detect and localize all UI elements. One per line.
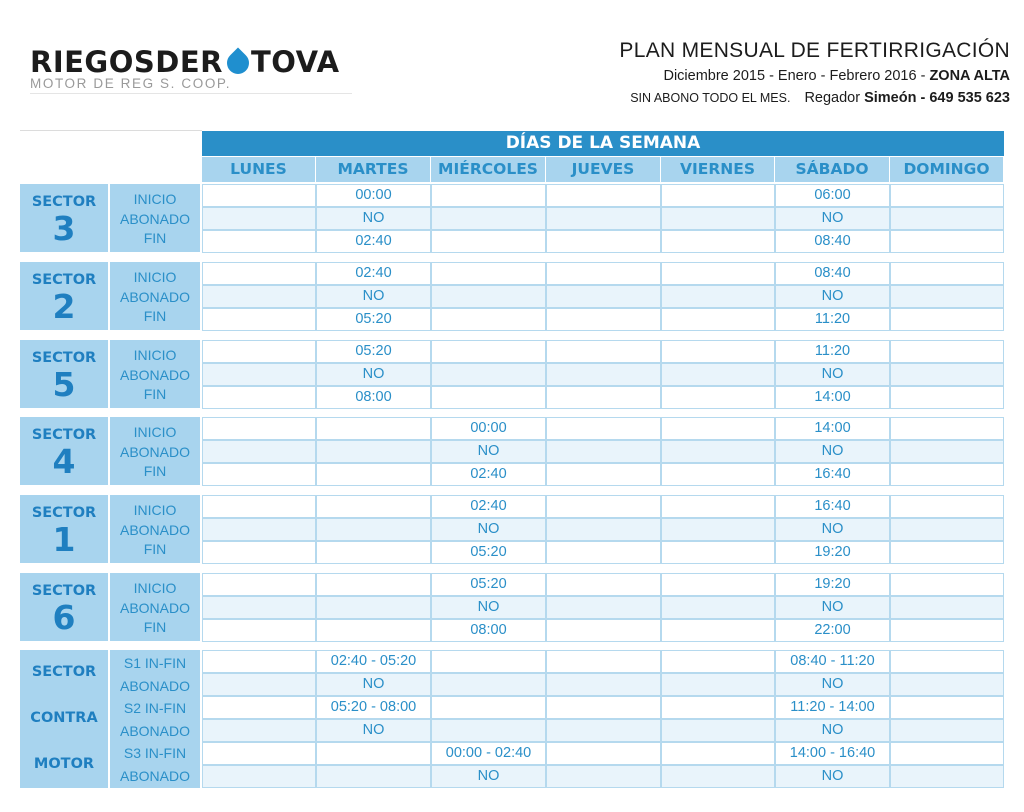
document-header bbox=[619, 38, 1010, 108]
contra-cell bbox=[546, 696, 661, 719]
schedule-cell bbox=[890, 230, 1004, 253]
schedule-cell: 19:20 bbox=[775, 541, 890, 564]
contra-cell bbox=[546, 765, 661, 788]
contra-cell bbox=[202, 696, 316, 719]
regador-label: Regador bbox=[804, 90, 865, 106]
schedule-cell bbox=[202, 308, 316, 331]
schedule-cell bbox=[202, 573, 316, 596]
sector-word: SECTOR bbox=[31, 194, 97, 210]
contra-cell bbox=[661, 765, 775, 788]
row-label: INICIO bbox=[133, 191, 177, 207]
sector-word: SECTOR bbox=[31, 427, 97, 443]
row-label: FIN bbox=[143, 386, 167, 402]
sector-block bbox=[20, 417, 108, 485]
contra-cell: NO bbox=[316, 673, 431, 696]
schedule-cell bbox=[202, 363, 316, 386]
table-top-rule bbox=[20, 130, 202, 131]
date-range bbox=[619, 66, 1010, 86]
row-label: FIN bbox=[143, 230, 167, 246]
row-label: ABONADO bbox=[119, 366, 190, 383]
row-label: FIN bbox=[143, 619, 167, 635]
logo-underline bbox=[30, 93, 352, 94]
schedule-cell: 14:00 bbox=[775, 386, 890, 409]
schedule-cell: 00:00 bbox=[431, 417, 546, 440]
schedule-cell: 08:40 bbox=[775, 230, 890, 253]
schedule-cell: 16:40 bbox=[775, 463, 890, 486]
contra-cell bbox=[661, 673, 775, 696]
schedule-cell bbox=[546, 440, 661, 463]
contra-cell bbox=[202, 650, 316, 673]
document-title: PLAN MENSUAL DE FERTIRRIGACIÓN bbox=[619, 39, 1010, 62]
schedule-cell bbox=[661, 495, 775, 518]
contra-row-label: ABONADO bbox=[119, 677, 190, 694]
schedule-cell bbox=[546, 541, 661, 564]
contra-cell bbox=[890, 742, 1004, 765]
contra-word: MOTOR bbox=[33, 756, 95, 772]
schedule-cell bbox=[546, 417, 661, 440]
water-drop-icon bbox=[222, 47, 253, 78]
row-label: INICIO bbox=[133, 580, 177, 596]
schedule-cell bbox=[202, 262, 316, 285]
schedule-cell bbox=[431, 184, 546, 207]
row-label: FIN bbox=[143, 541, 167, 557]
schedule-cell: 05:20 bbox=[316, 340, 431, 363]
schedule-cell bbox=[890, 363, 1004, 386]
contra-cell bbox=[202, 765, 316, 788]
schedule-cell bbox=[546, 495, 661, 518]
row-label: FIN bbox=[143, 308, 167, 324]
schedule-cell bbox=[546, 363, 661, 386]
schedule-cell bbox=[431, 386, 546, 409]
contra-cell: 05:20 - 08:00 bbox=[316, 696, 431, 719]
schedule-cell: NO bbox=[431, 518, 546, 541]
sector-block bbox=[20, 495, 108, 563]
schedule-cell: NO bbox=[431, 596, 546, 619]
schedule-cell: 14:00 bbox=[775, 417, 890, 440]
schedule-cell: 02:40 bbox=[431, 463, 546, 486]
schedule-cell bbox=[661, 596, 775, 619]
sector-block bbox=[20, 340, 108, 408]
schedule-cell: 08:40 bbox=[775, 262, 890, 285]
schedule-cell bbox=[890, 573, 1004, 596]
schedule-cell: 19:20 bbox=[775, 573, 890, 596]
sector-word: SECTOR bbox=[31, 272, 97, 288]
schedule-cell bbox=[316, 495, 431, 518]
schedule-cell: 08:00 bbox=[316, 386, 431, 409]
row-label: INICIO bbox=[133, 347, 177, 363]
sector-number: 6 bbox=[52, 598, 76, 637]
schedule-cell bbox=[661, 463, 775, 486]
schedule-cell: NO bbox=[775, 363, 890, 386]
contra-cell bbox=[546, 742, 661, 765]
schedule-cell: 11:20 bbox=[775, 308, 890, 331]
schedule-cell bbox=[890, 308, 1004, 331]
schedule-cell bbox=[890, 285, 1004, 308]
schedule-cell bbox=[546, 573, 661, 596]
contra-cell bbox=[546, 719, 661, 742]
sector-number: 5 bbox=[52, 365, 76, 404]
schedule-cell bbox=[890, 440, 1004, 463]
schedule-cell bbox=[890, 417, 1004, 440]
schedule-cell bbox=[431, 230, 546, 253]
schedule-cell bbox=[890, 262, 1004, 285]
contra-word: SECTOR bbox=[31, 664, 97, 680]
logo-wordmark bbox=[30, 46, 340, 78]
schedule-cell bbox=[546, 285, 661, 308]
sector-number: 2 bbox=[52, 287, 76, 326]
day-header: DOMINGO bbox=[890, 157, 1003, 182]
schedule-cell bbox=[202, 417, 316, 440]
contra-cell bbox=[202, 673, 316, 696]
schedule-cell bbox=[316, 596, 431, 619]
contra-cell bbox=[546, 650, 661, 673]
row-label: ABONADO bbox=[119, 443, 190, 460]
schedule-cell bbox=[661, 308, 775, 331]
schedule-cell: 05:20 bbox=[431, 573, 546, 596]
schedule-cell: 22:00 bbox=[775, 619, 890, 642]
schedule-cell bbox=[661, 573, 775, 596]
day-header: SÁBADO bbox=[775, 157, 889, 182]
schedule-cell: NO bbox=[775, 518, 890, 541]
contra-cell: 14:00 - 16:40 bbox=[775, 742, 890, 765]
schedule-cell bbox=[546, 386, 661, 409]
contra-cell bbox=[890, 765, 1004, 788]
schedule-cell: 16:40 bbox=[775, 495, 890, 518]
fertilizer-note: SIN ABONO TODO EL MES. bbox=[630, 91, 791, 105]
schedule-cell: NO bbox=[775, 440, 890, 463]
schedule-cell: NO bbox=[431, 440, 546, 463]
schedule-cell: 05:20 bbox=[431, 541, 546, 564]
schedule-cell: 06:00 bbox=[775, 184, 890, 207]
contra-cell bbox=[890, 719, 1004, 742]
company-logo bbox=[30, 46, 340, 92]
schedule-cell bbox=[431, 207, 546, 230]
schedule-cell bbox=[890, 184, 1004, 207]
schedule-cell bbox=[890, 207, 1004, 230]
schedule-cell bbox=[316, 518, 431, 541]
row-label: ABONADO bbox=[119, 288, 190, 305]
contra-cell: 11:20 - 14:00 bbox=[775, 696, 890, 719]
sector-word: SECTOR bbox=[31, 350, 97, 366]
date-range-text: Diciembre 2015 - Enero - Febrero 2016 - bbox=[663, 68, 930, 84]
day-header: MARTES bbox=[316, 157, 430, 182]
schedule-cell bbox=[661, 417, 775, 440]
row-label: ABONADO bbox=[119, 210, 190, 227]
schedule-cell: NO bbox=[775, 285, 890, 308]
schedule-cell bbox=[316, 619, 431, 642]
schedule-cell bbox=[890, 340, 1004, 363]
schedule-cell bbox=[546, 207, 661, 230]
contra-cell bbox=[316, 765, 431, 788]
schedule-cell bbox=[202, 184, 316, 207]
schedule-cell bbox=[316, 541, 431, 564]
schedule-cell bbox=[431, 308, 546, 331]
contra-word: CONTRA bbox=[30, 710, 98, 726]
contra-cell bbox=[202, 719, 316, 742]
sector-number: 1 bbox=[52, 520, 76, 559]
row-label: INICIO bbox=[133, 424, 177, 440]
contra-cell: NO bbox=[775, 719, 890, 742]
schedule-cell: 02:40 bbox=[431, 495, 546, 518]
contra-row-label: ABONADO bbox=[119, 768, 190, 784]
schedule-cell bbox=[661, 541, 775, 564]
schedule-cell: NO bbox=[775, 207, 890, 230]
schedule-cell: 11:20 bbox=[775, 340, 890, 363]
schedule-cell bbox=[431, 340, 546, 363]
contra-cell bbox=[661, 719, 775, 742]
contra-cell bbox=[890, 673, 1004, 696]
schedule-cell bbox=[546, 184, 661, 207]
schedule-cell bbox=[546, 308, 661, 331]
schedule-cell bbox=[661, 340, 775, 363]
schedule-cell bbox=[890, 386, 1004, 409]
schedule-cell bbox=[890, 541, 1004, 564]
contra-cell: NO bbox=[431, 765, 546, 788]
schedule-cell: NO bbox=[316, 207, 431, 230]
contra-cell bbox=[546, 673, 661, 696]
schedule-cell bbox=[202, 386, 316, 409]
schedule-cell bbox=[546, 596, 661, 619]
sector-word: SECTOR bbox=[31, 505, 97, 521]
contra-cell bbox=[890, 696, 1004, 719]
schedule-cell bbox=[316, 573, 431, 596]
schedule-cell bbox=[202, 230, 316, 253]
row-label: ABONADO bbox=[119, 599, 190, 616]
logo-subtitle: MOTOR DE REG S. COOP. bbox=[30, 76, 232, 91]
schedule-cell bbox=[661, 386, 775, 409]
schedule-cell bbox=[546, 340, 661, 363]
schedule-cell bbox=[316, 463, 431, 486]
schedule-cell bbox=[661, 184, 775, 207]
row-label: INICIO bbox=[133, 269, 177, 285]
sector-block bbox=[20, 184, 108, 252]
contra-cell bbox=[431, 673, 546, 696]
day-header: VIERNES bbox=[661, 157, 774, 182]
schedule-cell bbox=[546, 619, 661, 642]
schedule-cell bbox=[546, 463, 661, 486]
schedule-cell: NO bbox=[775, 596, 890, 619]
schedule-cell bbox=[202, 440, 316, 463]
schedule-cell: 00:00 bbox=[316, 184, 431, 207]
schedule-cell bbox=[316, 417, 431, 440]
week-banner: DÍAS DE LA SEMANA bbox=[202, 131, 1004, 156]
schedule-cell bbox=[431, 363, 546, 386]
zone-label: ZONA ALTA bbox=[929, 68, 1010, 84]
schedule-cell: 02:40 bbox=[316, 262, 431, 285]
schedule-cell bbox=[661, 363, 775, 386]
schedule-cell bbox=[546, 262, 661, 285]
regador-contact: Simeón - 649 535 623 bbox=[864, 90, 1010, 106]
contra-cell: NO bbox=[775, 673, 890, 696]
schedule-cell bbox=[890, 619, 1004, 642]
sector-block bbox=[20, 262, 108, 330]
schedule-cell bbox=[202, 495, 316, 518]
contra-cell bbox=[202, 742, 316, 765]
schedule-cell bbox=[202, 340, 316, 363]
schedule-cell bbox=[431, 285, 546, 308]
contra-cell bbox=[661, 742, 775, 765]
sector-number: 3 bbox=[52, 209, 76, 248]
schedule-cell bbox=[661, 440, 775, 463]
header-info-row bbox=[619, 88, 1010, 108]
day-header: JUEVES bbox=[546, 157, 660, 182]
sector-block bbox=[20, 573, 108, 641]
contra-cell bbox=[431, 650, 546, 673]
schedule-cell bbox=[431, 262, 546, 285]
contra-row-label: S1 IN-FIN bbox=[123, 655, 187, 671]
contra-cell: 02:40 - 05:20 bbox=[316, 650, 431, 673]
logo-text-1: RIEGOSDER bbox=[30, 45, 223, 79]
schedule-cell bbox=[661, 619, 775, 642]
contra-cell bbox=[431, 719, 546, 742]
contra-cell bbox=[316, 742, 431, 765]
logo-text-2: TOVA bbox=[251, 45, 340, 79]
schedule-cell bbox=[661, 518, 775, 541]
schedule-cell bbox=[202, 619, 316, 642]
contra-cell bbox=[890, 650, 1004, 673]
contra-row-label: ABONADO bbox=[119, 722, 190, 739]
schedule-cell: 05:20 bbox=[316, 308, 431, 331]
schedule-cell bbox=[546, 518, 661, 541]
schedule-cell bbox=[661, 262, 775, 285]
schedule-cell: 02:40 bbox=[316, 230, 431, 253]
schedule-cell: 08:00 bbox=[431, 619, 546, 642]
schedule-cell bbox=[202, 518, 316, 541]
schedule-cell bbox=[202, 541, 316, 564]
schedule-cell: NO bbox=[316, 285, 431, 308]
contra-cell bbox=[661, 696, 775, 719]
contra-cell: NO bbox=[316, 719, 431, 742]
schedule-cell: NO bbox=[316, 363, 431, 386]
schedule-cell bbox=[890, 463, 1004, 486]
contra-row-label: S3 IN-FIN bbox=[123, 745, 187, 762]
row-label: FIN bbox=[143, 463, 167, 479]
contra-row-label: S2 IN-FIN bbox=[123, 700, 187, 717]
schedule-cell bbox=[661, 230, 775, 253]
row-label: INICIO bbox=[133, 502, 177, 518]
schedule-cell bbox=[316, 440, 431, 463]
schedule-cell bbox=[202, 207, 316, 230]
schedule-cell bbox=[890, 596, 1004, 619]
contra-cell bbox=[661, 650, 775, 673]
schedule-cell bbox=[546, 230, 661, 253]
schedule-cell bbox=[890, 518, 1004, 541]
sector-word: SECTOR bbox=[31, 583, 97, 599]
schedule-cell bbox=[661, 207, 775, 230]
schedule-cell bbox=[202, 463, 316, 486]
contra-cell bbox=[431, 696, 546, 719]
contra-cell: 08:40 - 11:20 bbox=[775, 650, 890, 673]
contra-cell: 00:00 - 02:40 bbox=[431, 742, 546, 765]
contra-cell: NO bbox=[775, 765, 890, 788]
schedule-cell bbox=[890, 495, 1004, 518]
sector-number: 4 bbox=[52, 442, 76, 481]
schedule-cell bbox=[202, 285, 316, 308]
day-header: MIÉRCOLES bbox=[431, 157, 545, 182]
schedule-cell bbox=[202, 596, 316, 619]
day-header: LUNES bbox=[202, 157, 315, 182]
schedule-cell bbox=[661, 285, 775, 308]
row-label: ABONADO bbox=[119, 521, 190, 538]
